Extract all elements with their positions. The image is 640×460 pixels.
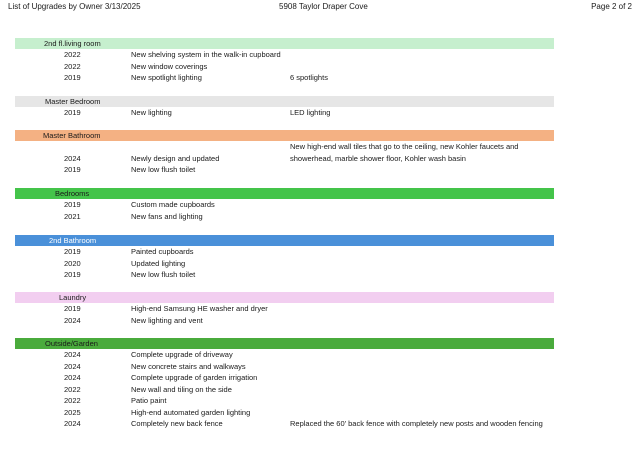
upgrade-year: 2019 — [64, 270, 81, 279]
upgrade-description: Painted cupboards — [131, 247, 194, 256]
upgrade-row — [15, 246, 554, 258]
section-header — [15, 96, 554, 107]
upgrade-year: 2019 — [64, 108, 81, 117]
upgrade-row — [15, 164, 554, 176]
upgrade-description: New concrete stairs and walkways — [131, 361, 246, 371]
upgrade-row — [15, 258, 554, 270]
upgrade-description: Completely new back fence — [131, 419, 223, 428]
section-header — [15, 338, 554, 349]
upgrade-description: Complete upgrade of driveway — [131, 350, 233, 359]
section-title: Master Bathroom — [43, 131, 101, 140]
upgrade-row — [15, 349, 554, 361]
upgrade-description: New shelving system in the walk-in cupboard — [131, 50, 281, 59]
section-header — [15, 130, 554, 141]
upgrade-row — [15, 61, 554, 73]
upgrade-row — [15, 384, 554, 396]
section-title: 2nd fl.living room — [44, 39, 101, 48]
upgrade-year: 2020 — [64, 258, 81, 268]
section — [15, 292, 554, 326]
upgrade-year: 2024 — [64, 315, 81, 325]
upgrade-description: High-end automated garden lighting — [131, 407, 251, 417]
page-number: Page 2 of 2 — [591, 2, 632, 11]
upgrade-row — [15, 418, 554, 430]
upgrade-note: Replaced the 60' back fence with completely new posts and wooden fencing — [290, 419, 543, 428]
upgrade-description: Complete upgrade of garden irrigation — [131, 373, 258, 382]
upgrade-description: New spotlight lighting — [131, 73, 202, 82]
upgrade-description: Updated lighting — [131, 258, 186, 268]
upgrade-year: 2019 — [64, 304, 81, 313]
upgrade-year: 2019 — [64, 247, 81, 256]
upgrade-description: New low flush toilet — [131, 270, 196, 279]
section-header — [15, 235, 554, 246]
upgrade-note: LED lighting — [290, 108, 331, 117]
section — [15, 188, 554, 222]
upgrade-note: 6 spotlights — [290, 73, 328, 82]
upgrade-description: New lighting and vent — [131, 315, 203, 325]
section — [15, 38, 554, 84]
upgrade-row — [15, 107, 554, 119]
upgrade-row — [15, 269, 554, 281]
upgrade-year: 2024 — [64, 419, 81, 428]
upgrade-row — [15, 199, 554, 211]
section-title: 2nd Bathroom — [49, 236, 97, 245]
section-title: Outside/Garden — [45, 339, 98, 348]
upgrade-description: New fans and lighting — [131, 211, 203, 221]
document-title: List of Upgrades by Owner 3/13/2025 — [8, 2, 141, 11]
upgrade-year: 2022 — [64, 396, 81, 405]
section — [15, 96, 554, 119]
section — [15, 130, 554, 176]
upgrade-description: High-end Samsung HE washer and dryer — [131, 304, 268, 313]
upgrade-year: 2019 — [64, 165, 81, 174]
upgrade-row — [15, 361, 554, 373]
upgrade-year: 2025 — [64, 407, 81, 417]
section — [15, 235, 554, 281]
upgrade-year: 2022 — [64, 50, 81, 59]
upgrade-year: 2024 — [64, 350, 81, 359]
upgrade-description: Patio paint — [131, 396, 167, 405]
upgrade-row — [15, 141, 554, 164]
upgrade-row — [15, 72, 554, 84]
upgrade-description: Newly design and updated — [131, 153, 220, 163]
upgrade-row — [15, 49, 554, 61]
section-title: Master Bedroom — [45, 97, 101, 106]
section-title: Laundry — [59, 293, 87, 302]
upgrade-description: New low flush toilet — [131, 165, 196, 174]
property-address: 5908 Taylor Draper Cove — [279, 2, 368, 11]
section-header — [15, 188, 554, 199]
upgrade-year: 2022 — [64, 61, 81, 71]
upgrade-row — [15, 372, 554, 384]
upgrade-year: 2019 — [64, 200, 81, 209]
section-title: Bedrooms — [55, 189, 90, 198]
upgrade-year: 2022 — [64, 384, 81, 394]
upgrade-year: 2019 — [64, 73, 81, 82]
upgrade-description: New window coverings — [131, 61, 208, 71]
upgrade-year: 2024 — [64, 153, 81, 163]
upgrade-row — [15, 315, 554, 327]
upgrade-description: Custom made cupboards — [131, 200, 215, 209]
upgrade-row — [15, 407, 554, 419]
upgrade-year: 2021 — [64, 211, 81, 221]
section-header — [15, 292, 554, 303]
upgrade-row — [15, 303, 554, 315]
upgrade-year: 2024 — [64, 361, 81, 371]
upgrade-row — [15, 395, 554, 407]
upgrade-note: New high-end wall tiles that go to the ceiling, new Kohler faucets and showerhead, marble shower floor, Kohler wash basin — [290, 142, 519, 163]
section-header — [15, 38, 554, 49]
upgrade-year: 2024 — [64, 373, 81, 382]
upgrade-description: New lighting — [131, 108, 172, 117]
upgrade-description: New wall and tiling on the side — [131, 384, 232, 394]
upgrade-row — [15, 211, 554, 223]
section — [15, 338, 554, 430]
